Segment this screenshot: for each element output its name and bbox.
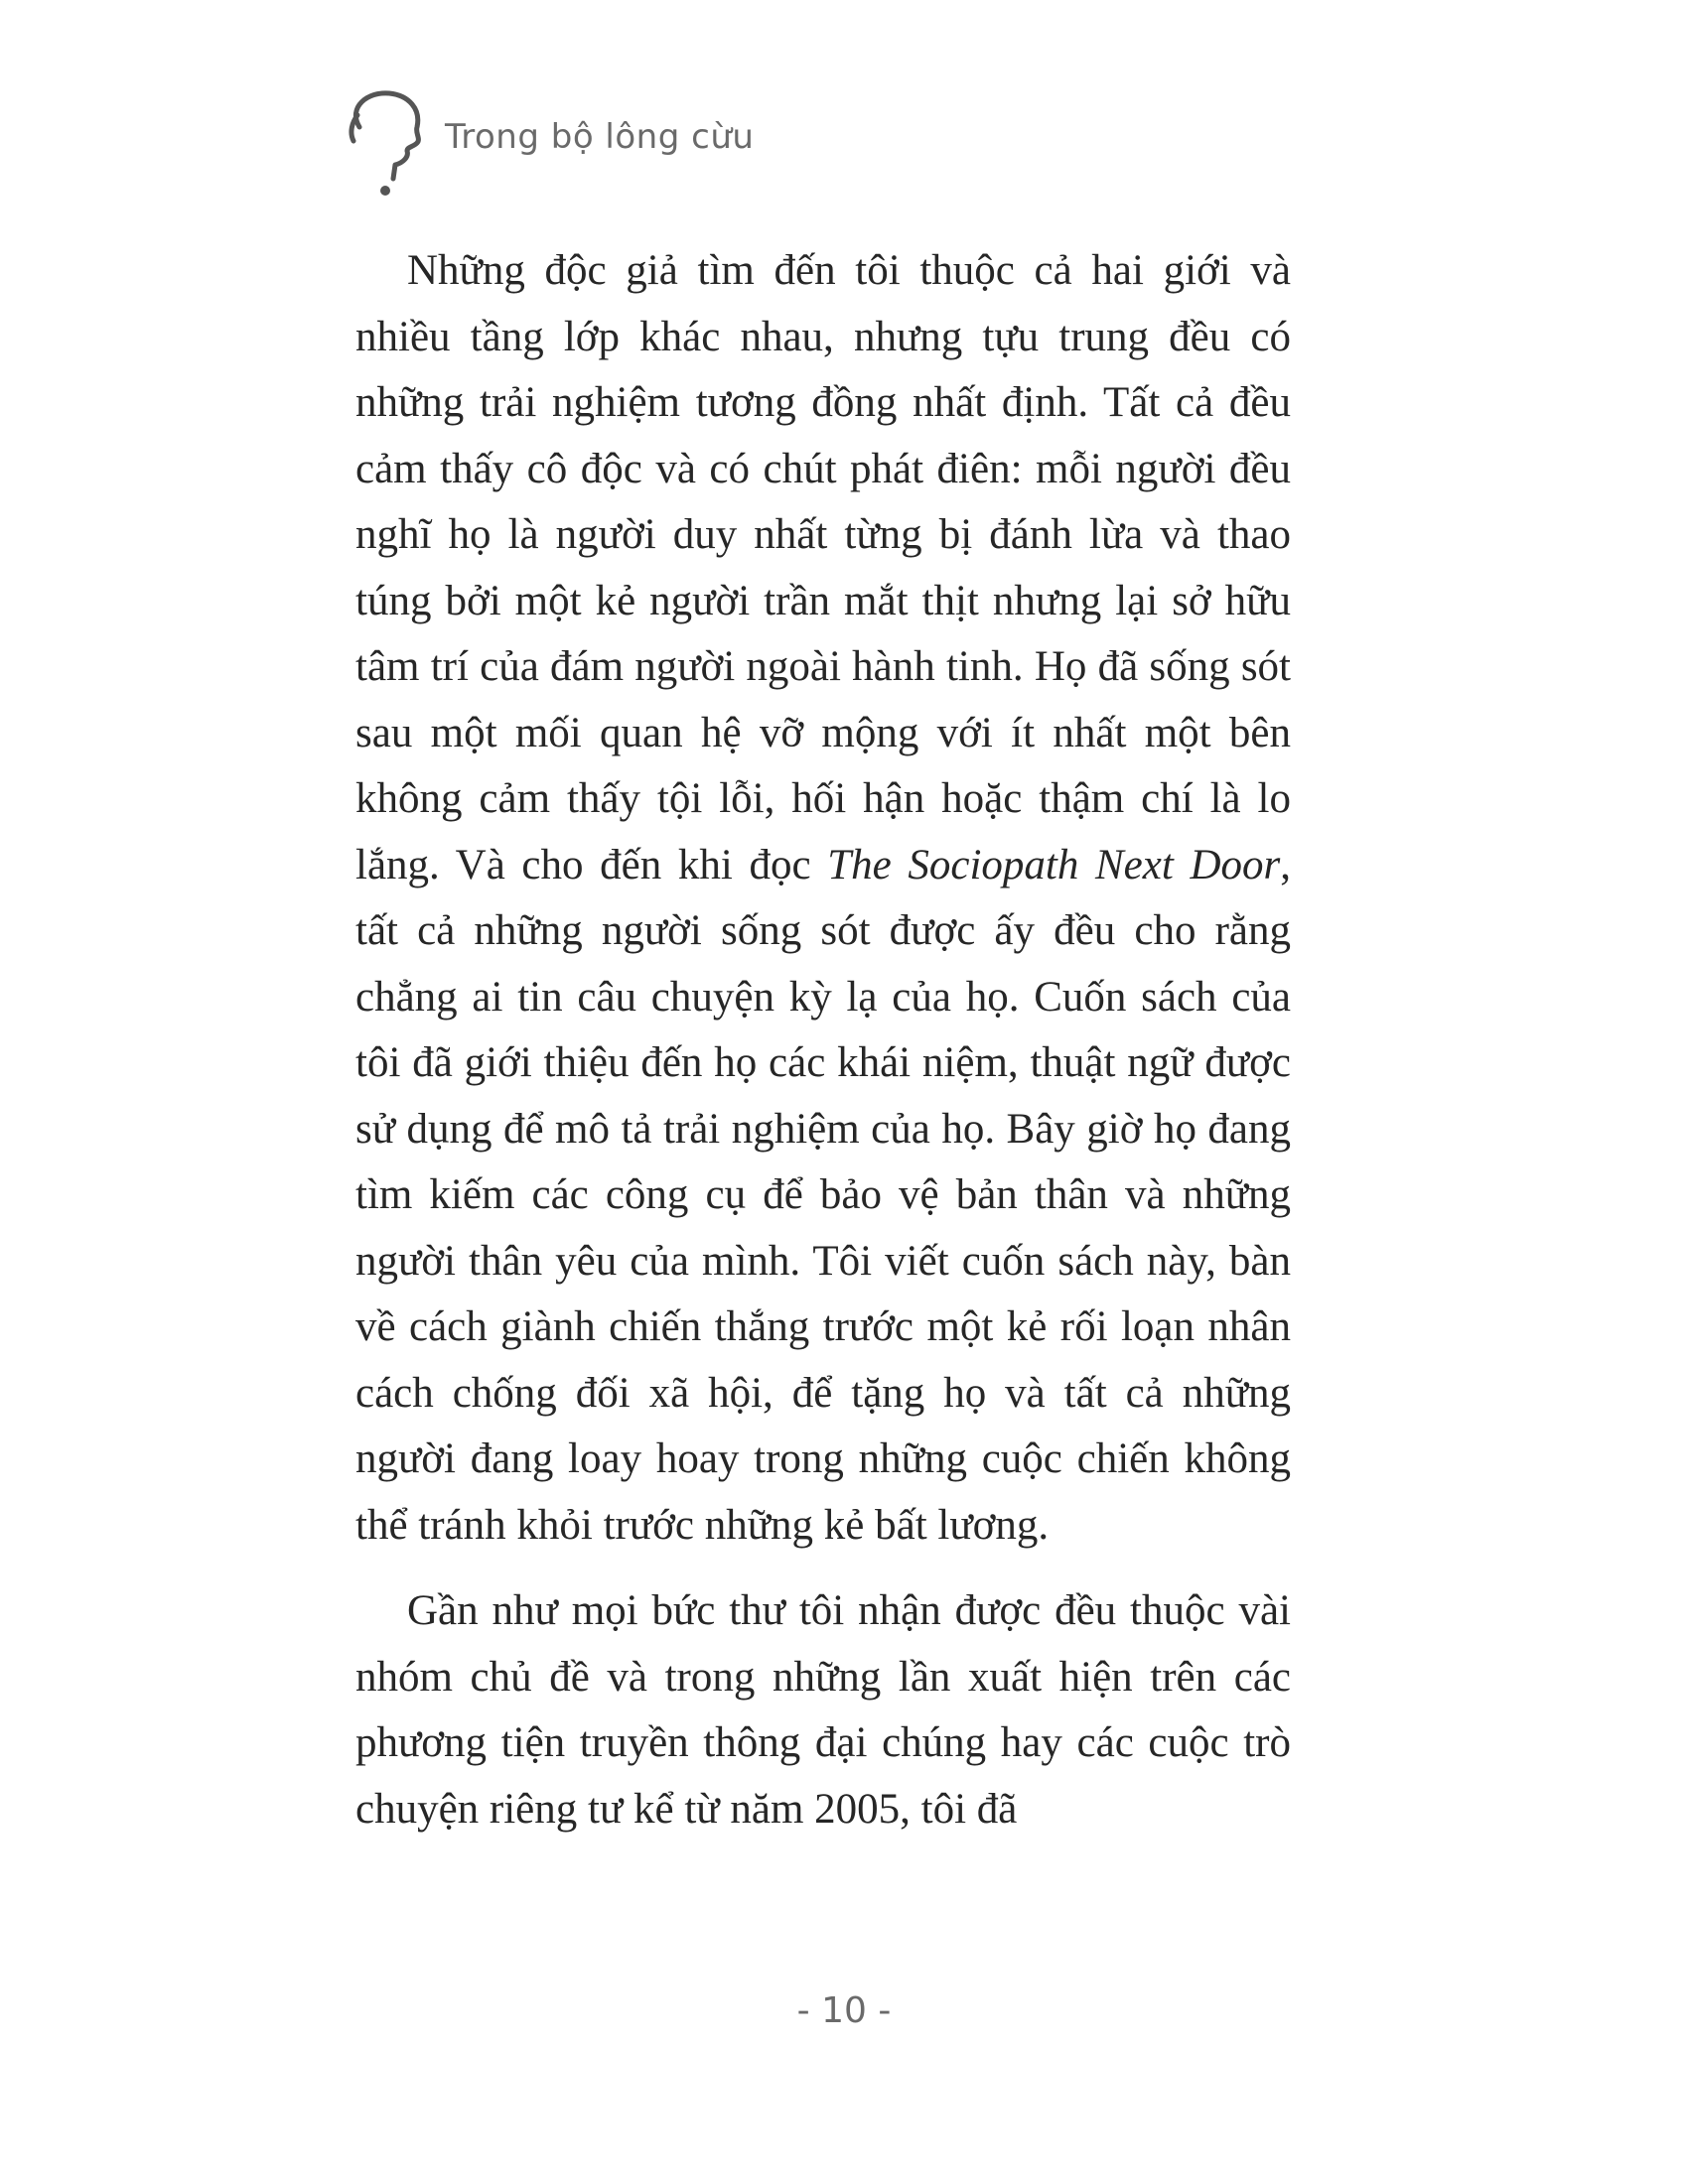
paragraph-1 bbox=[355, 238, 1291, 1559]
book-title-italic: The Sociopath Next Door bbox=[827, 841, 1281, 888]
question-head-icon bbox=[338, 87, 437, 197]
paragraph-1-text-before: Những độc giả tìm đến tôi thuộc cả hai giới và nhiều tầng lớp khác nhau, nhưng tựu trung đều có những trải nghiệm tương đồng nhất định. Tất cả đều cảm thấy cô độc và có chút phát điên: mỗi người đều nghĩ họ là người duy nhất từng bị đánh lừa và thao túng bởi một kẻ người trần mắt thịt nhưng lại sở hữu tâm trí của đám người ngoài hành tinh. Họ đã sống sót sau một mối quan hệ vỡ mộng với ít nhất một bên không cảm thấy tội lỗi, hối hận hoặc thậm chí là lo lắng. Và cho đến khi đọc bbox=[355, 247, 1291, 888]
page-number: - 10 - bbox=[796, 1990, 892, 2031]
running-header-title: Trong bộ lông cừu bbox=[445, 117, 755, 157]
paragraph-1-text-after: , tất cả những người sống sót được ấy đều cho rằng chẳng ai tin câu chuyện kỳ lạ của họ. Cuốn sách của tôi đã giới thiệu đến họ các khái niệm, thuật ngữ được sử dụng để mô tả trải nghiệm của họ. Bây giờ họ đang tìm kiếm các công cụ để bảo vệ bản thân và những người thân yêu của mình. Tôi viết cuốn sách này, bàn về cách giành chiến thắng trước một kẻ rối loạn nhân cách chống đối xã hội, để tặng họ và tất cả những người đang loay hoay trong những cuộc chiến không thể tránh khỏi trước những kẻ bất lương. bbox=[355, 841, 1291, 1549]
body-text bbox=[355, 238, 1291, 1843]
paragraph-2: Gần như mọi bức thư tôi nhận được đều thuộc vài nhóm chủ đề và trong những lần xuất hiện trên các phương tiện truyền thông đại chúng hay các cuộc trò chuyện riêng tư kể từ năm 2005, tôi đã bbox=[355, 1587, 1291, 1833]
running-header bbox=[338, 87, 1231, 206]
